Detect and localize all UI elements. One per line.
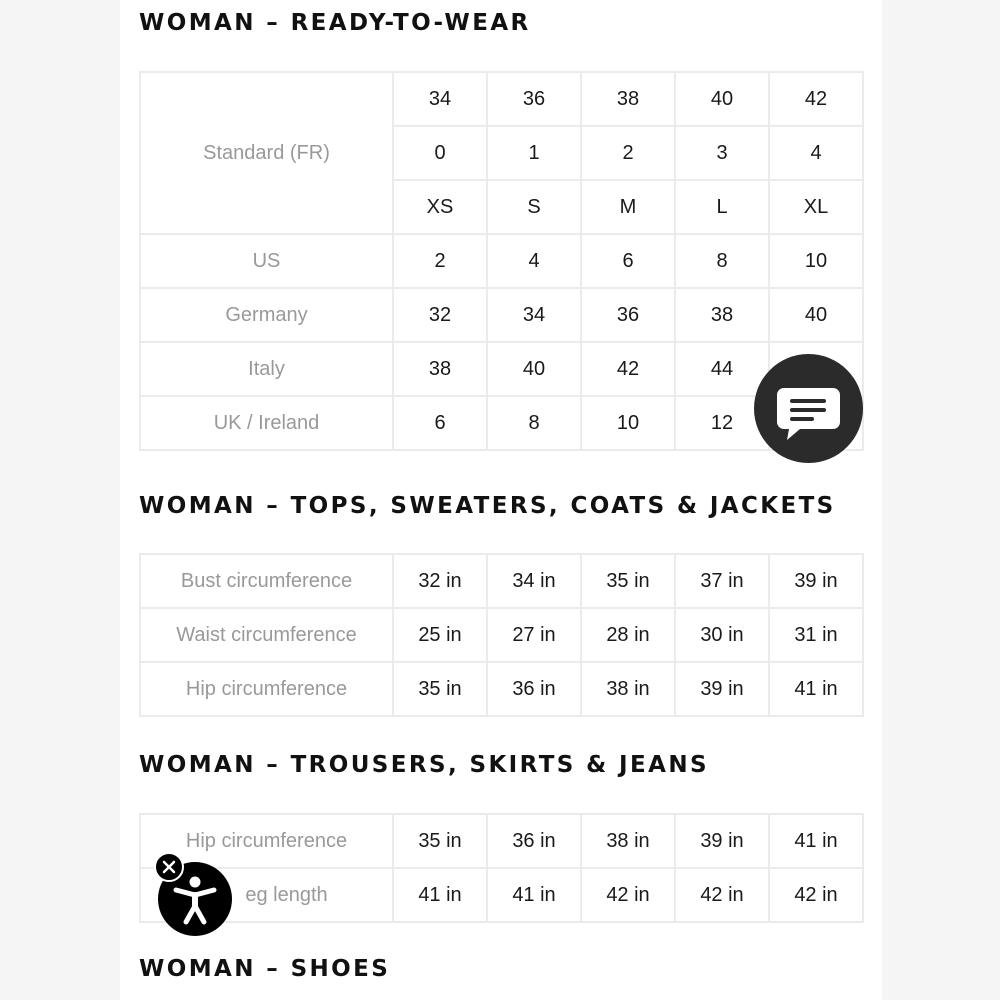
accessibility-close-button[interactable] [154, 852, 184, 882]
table-cell: 0 [393, 126, 487, 180]
section-title-tops: WOMAN – TOPS, SWEATERS, COATS & JACKETS [139, 493, 836, 519]
table-cell: 8 [675, 234, 769, 288]
table-cell: 12 [675, 396, 769, 450]
row-label-bust: Bust circumference [140, 554, 393, 608]
table-cell: 4 [487, 234, 581, 288]
table-cell: 38 [675, 288, 769, 342]
row-label-leg-length: eg length [140, 868, 393, 922]
row-label-waist: Waist circumference [140, 608, 393, 662]
table-cell: 38 in [581, 662, 675, 716]
table-cell: 2 [581, 126, 675, 180]
table-cell: 36 [581, 288, 675, 342]
table-cell: 38 in [581, 814, 675, 868]
table-cell: 34 in [487, 554, 581, 608]
table-cell: 40 [487, 342, 581, 396]
standard-fr-label: Standard (FR) [140, 72, 393, 234]
table-cell: 42 in [675, 868, 769, 922]
table-cell: 42 in [769, 868, 863, 922]
section-title-trousers: WOMAN – TROUSERS, SKIRTS & JEANS [139, 752, 709, 778]
table-cell: 10 [581, 396, 675, 450]
table-row [140, 554, 863, 608]
table-row [140, 608, 863, 662]
table-row [140, 288, 863, 342]
table-cell: 25 in [393, 608, 487, 662]
table-cell: 44 [675, 342, 769, 396]
table-cell: 34 [393, 72, 487, 126]
table-cell: S [487, 180, 581, 234]
table-cell: 30 in [675, 608, 769, 662]
table-cell: 40 [769, 288, 863, 342]
table-cell: 41 in [393, 868, 487, 922]
table-cell: 38 [393, 342, 487, 396]
table-cell: 6 [581, 234, 675, 288]
table-cell: 3 [675, 126, 769, 180]
row-label-hip: Hip circumference [140, 814, 393, 868]
table-cell: 40 [675, 72, 769, 126]
table-cell: 8 [487, 396, 581, 450]
table-cell: 2 [393, 234, 487, 288]
table-cell: 39 in [675, 814, 769, 868]
table-cell: 36 in [487, 662, 581, 716]
table-row [140, 234, 863, 288]
chat-button[interactable] [754, 354, 863, 463]
tops-table [139, 553, 864, 717]
row-label-italy: Italy [140, 342, 393, 396]
trousers-table [139, 813, 864, 923]
table-cell: 28 in [581, 608, 675, 662]
table-cell: 35 in [393, 662, 487, 716]
table-cell: 36 in [487, 814, 581, 868]
table-cell: 41 in [487, 868, 581, 922]
table-row [140, 662, 863, 716]
table-cell: 42 in [581, 868, 675, 922]
table-cell: 39 in [769, 554, 863, 608]
table-row [140, 868, 863, 922]
table-cell: 41 in [769, 814, 863, 868]
table-cell: M [581, 180, 675, 234]
table-cell: XS [393, 180, 487, 234]
row-label-germany: Germany [140, 288, 393, 342]
section-title-ready-to-wear: WOMAN – READY-TO-WEAR [139, 10, 531, 36]
table-cell: 37 in [675, 554, 769, 608]
table-cell: 32 [393, 288, 487, 342]
table-cell: 35 in [393, 814, 487, 868]
table-row [140, 814, 863, 868]
table-cell: 10 [769, 234, 863, 288]
table-cell: 1 [487, 126, 581, 180]
row-label-uk-ireland: UK / Ireland [140, 396, 393, 450]
table-cell: 36 [487, 72, 581, 126]
table-cell: 42 [581, 342, 675, 396]
chat-bubble-icon [754, 354, 863, 463]
row-label-hip: Hip circumference [140, 662, 393, 716]
table-cell: 38 [581, 72, 675, 126]
table-cell: 27 in [487, 608, 581, 662]
table-cell: 31 in [769, 608, 863, 662]
section-title-shoes: WOMAN – SHOES [139, 956, 391, 982]
table-cell: XL [769, 180, 863, 234]
close-icon [156, 854, 182, 880]
table-cell: 42 [769, 72, 863, 126]
table-cell: 41 in [769, 662, 863, 716]
table-cell: 39 in [675, 662, 769, 716]
table-row [140, 72, 863, 126]
table-cell: 32 in [393, 554, 487, 608]
table-cell: 6 [393, 396, 487, 450]
table-cell: L [675, 180, 769, 234]
row-label-us: US [140, 234, 393, 288]
table-cell: 35 in [581, 554, 675, 608]
table-cell: 34 [487, 288, 581, 342]
table-cell: 4 [769, 126, 863, 180]
